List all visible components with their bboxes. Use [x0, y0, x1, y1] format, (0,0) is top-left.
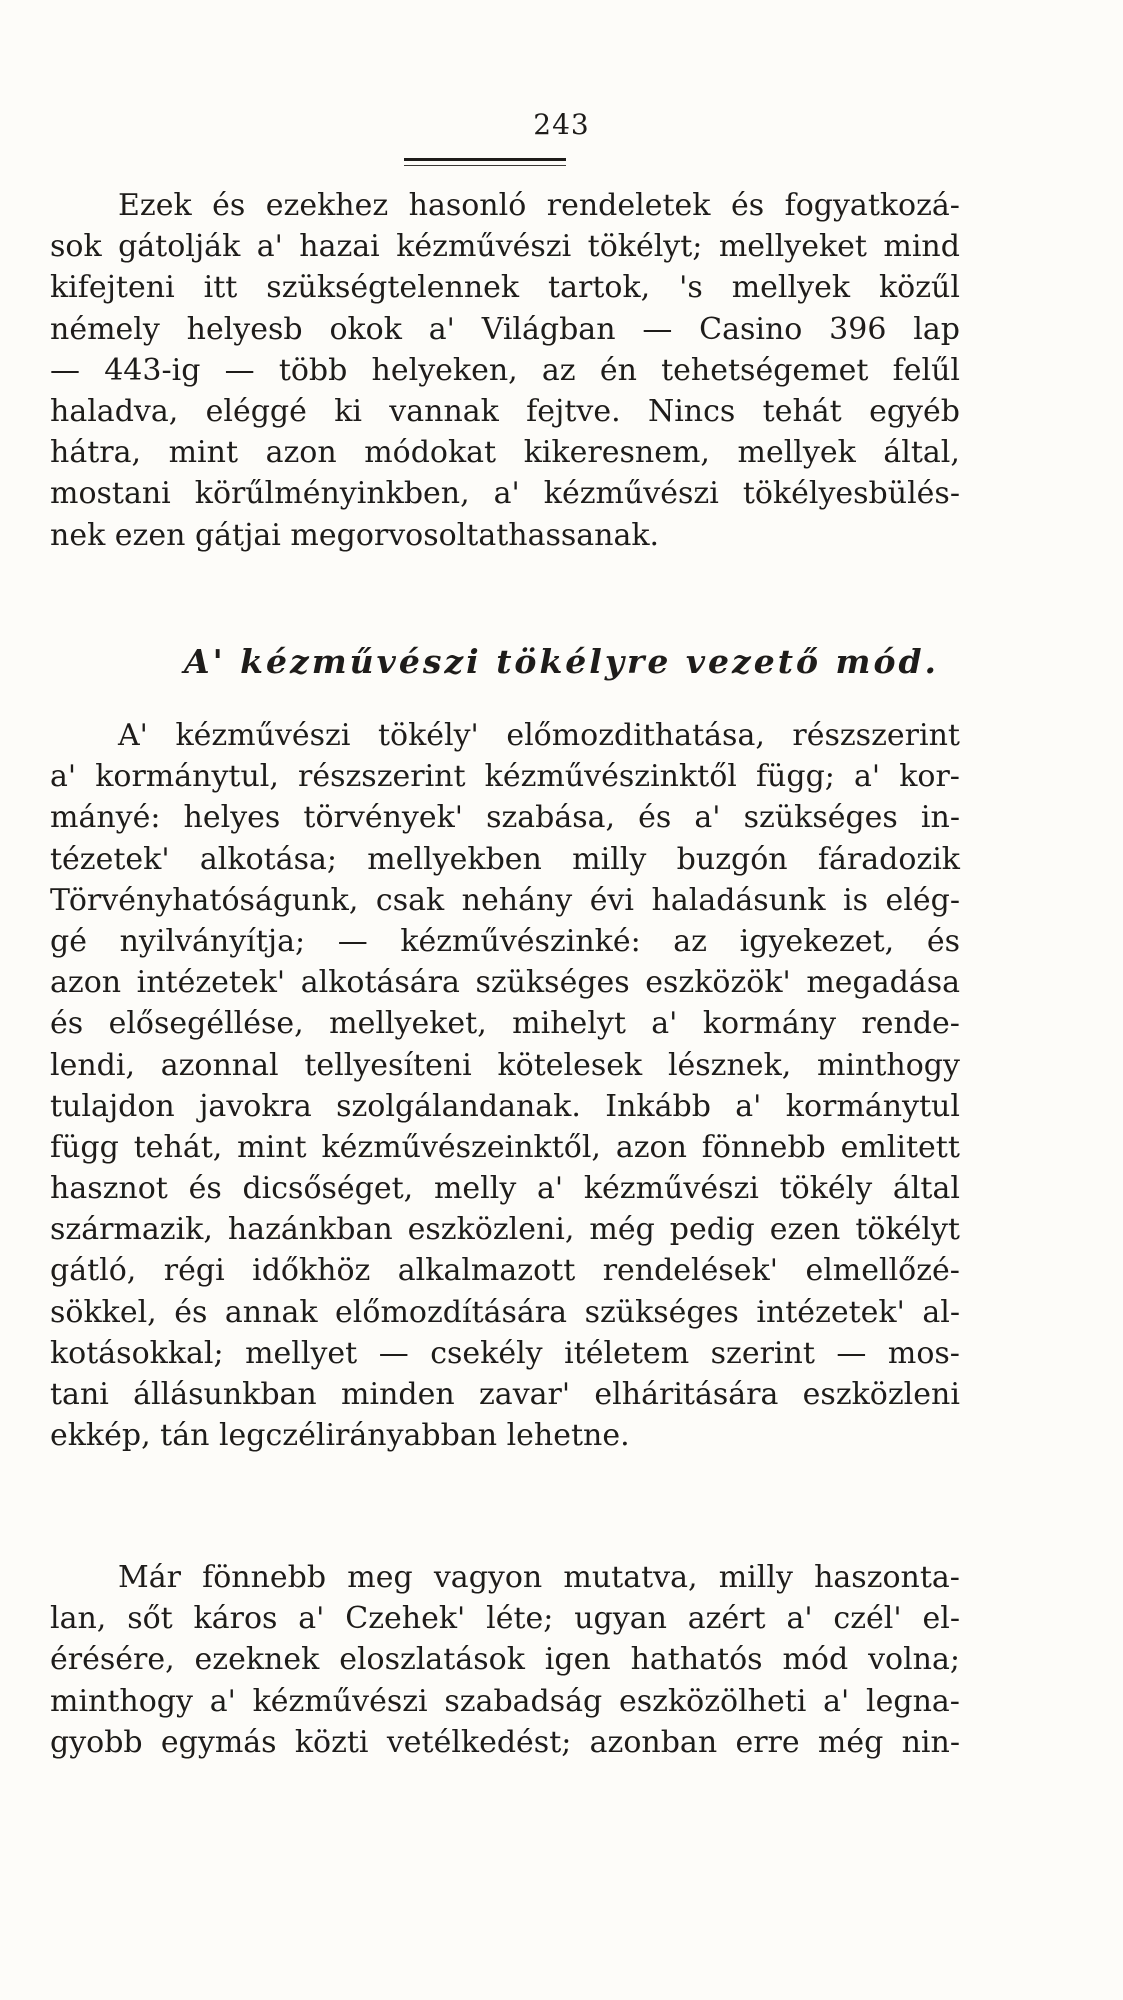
text-line: lendi, azonnal tellyesíteni kötelesek lésznek, minthogy: [50, 1047, 960, 1083]
text-line: mányé: helyes törvények' szabása, és a' szükséges in-: [50, 800, 960, 836]
text-line: Törvényhatóságunk, csak nehány évi haladásunk is elég-: [50, 882, 960, 918]
text-line: Ezek és ezekhez hasonló rendeletek és fogyatkozá-: [118, 188, 960, 223]
text-line: gátló, régi időkhöz alkalmazott rendelések' elmellőzé-: [50, 1253, 960, 1289]
text-line: a' kormánytul, részszerint kézművészinktől függ; a' kor-: [50, 759, 960, 795]
text-line: hátra, mint azon módokat kikeresnem, mellyek által,: [50, 435, 960, 471]
page-number: 243: [533, 108, 590, 141]
header-rule: [404, 158, 566, 161]
paragraph-1: [50, 188, 960, 559]
text-line: és elősegéllése, mellyeket, mihelyt a' kormány rende-: [50, 1006, 960, 1042]
text-line: azon intézetek' alkotására szükséges eszközök' megadása: [50, 965, 960, 1001]
text-line: lan, sőt káros a' Czehek' léte; ugyan azért a' czél' el-: [50, 1601, 960, 1637]
text-line: gé nyilványítja; — kézművészinké: az igyekezet, és: [50, 923, 960, 959]
text-line: haladva, eléggé ki vannak fejtve. Nincs tehát egyéb: [50, 393, 960, 429]
text-line: kotásokkal; mellyet — csekély itéletem szerint — mos-: [50, 1335, 960, 1371]
text-line: sok gátolják a' hazai kézművészi tökélyt; mellyeket mind: [50, 229, 960, 265]
text-line: tani állásunkban minden zavar' elháritására eszközleni: [50, 1377, 960, 1412]
text-line: függ tehát, mint kézművészeinktől, azon fönnebb emlitett: [50, 1129, 960, 1165]
text-line: — 443-ig — több helyeken, az én tehetségemet felűl: [50, 352, 960, 388]
section-heading: A' kézművészi tökélyre vezető mód.: [183, 642, 940, 681]
text-line: érésére, ezeknek eloszlatások igen hathatós mód volna;: [50, 1642, 960, 1678]
text-line: kifejteni itt szükségtelennek tartok, 's mellyek közűl: [50, 270, 960, 306]
text-line: minthogy a' kézművészi szabadság eszközölheti a' legna-: [50, 1683, 960, 1719]
text-line: mostani körűlményinkben, a' kézművészi tökélyesbülés-: [50, 476, 960, 512]
text-line: gyobb egymás közti vetélkedést; azonban erre még nin-: [50, 1724, 960, 1760]
text-line: sökkel, és annak előmozdítására szükséges intézetek' al-: [50, 1294, 960, 1330]
text-line: nek ezen gátjai megorvosoltathassanak.: [50, 517, 660, 553]
text-line: A' kézművészi tökély' előmozdithatása, részszerint: [118, 718, 960, 753]
paragraph-3: [50, 1560, 960, 1766]
paragraph-2: [50, 718, 960, 1459]
text-line: származik, hazánkban eszközleni, még pedig ezen tökélyt: [50, 1212, 960, 1248]
text-line: Már fönnebb meg vagyon mutatva, milly haszonta-: [118, 1560, 960, 1595]
text-line: némely helyesb okok a' Világban — Casino 396 lap: [50, 311, 960, 347]
text-line: tulajdon javokra szolgálandanak. Inkább a' kormánytul: [50, 1088, 960, 1124]
header-rule-thin: [404, 165, 566, 166]
text-line: tézetek' alkotása; mellyekben milly buzgón fáradozik: [50, 841, 960, 877]
text-line: hasznot és dicsőséget, melly a' kézművészi tökély által: [50, 1171, 960, 1207]
text-line: ekkép, tán legczélirányabban lehetne.: [50, 1418, 630, 1454]
